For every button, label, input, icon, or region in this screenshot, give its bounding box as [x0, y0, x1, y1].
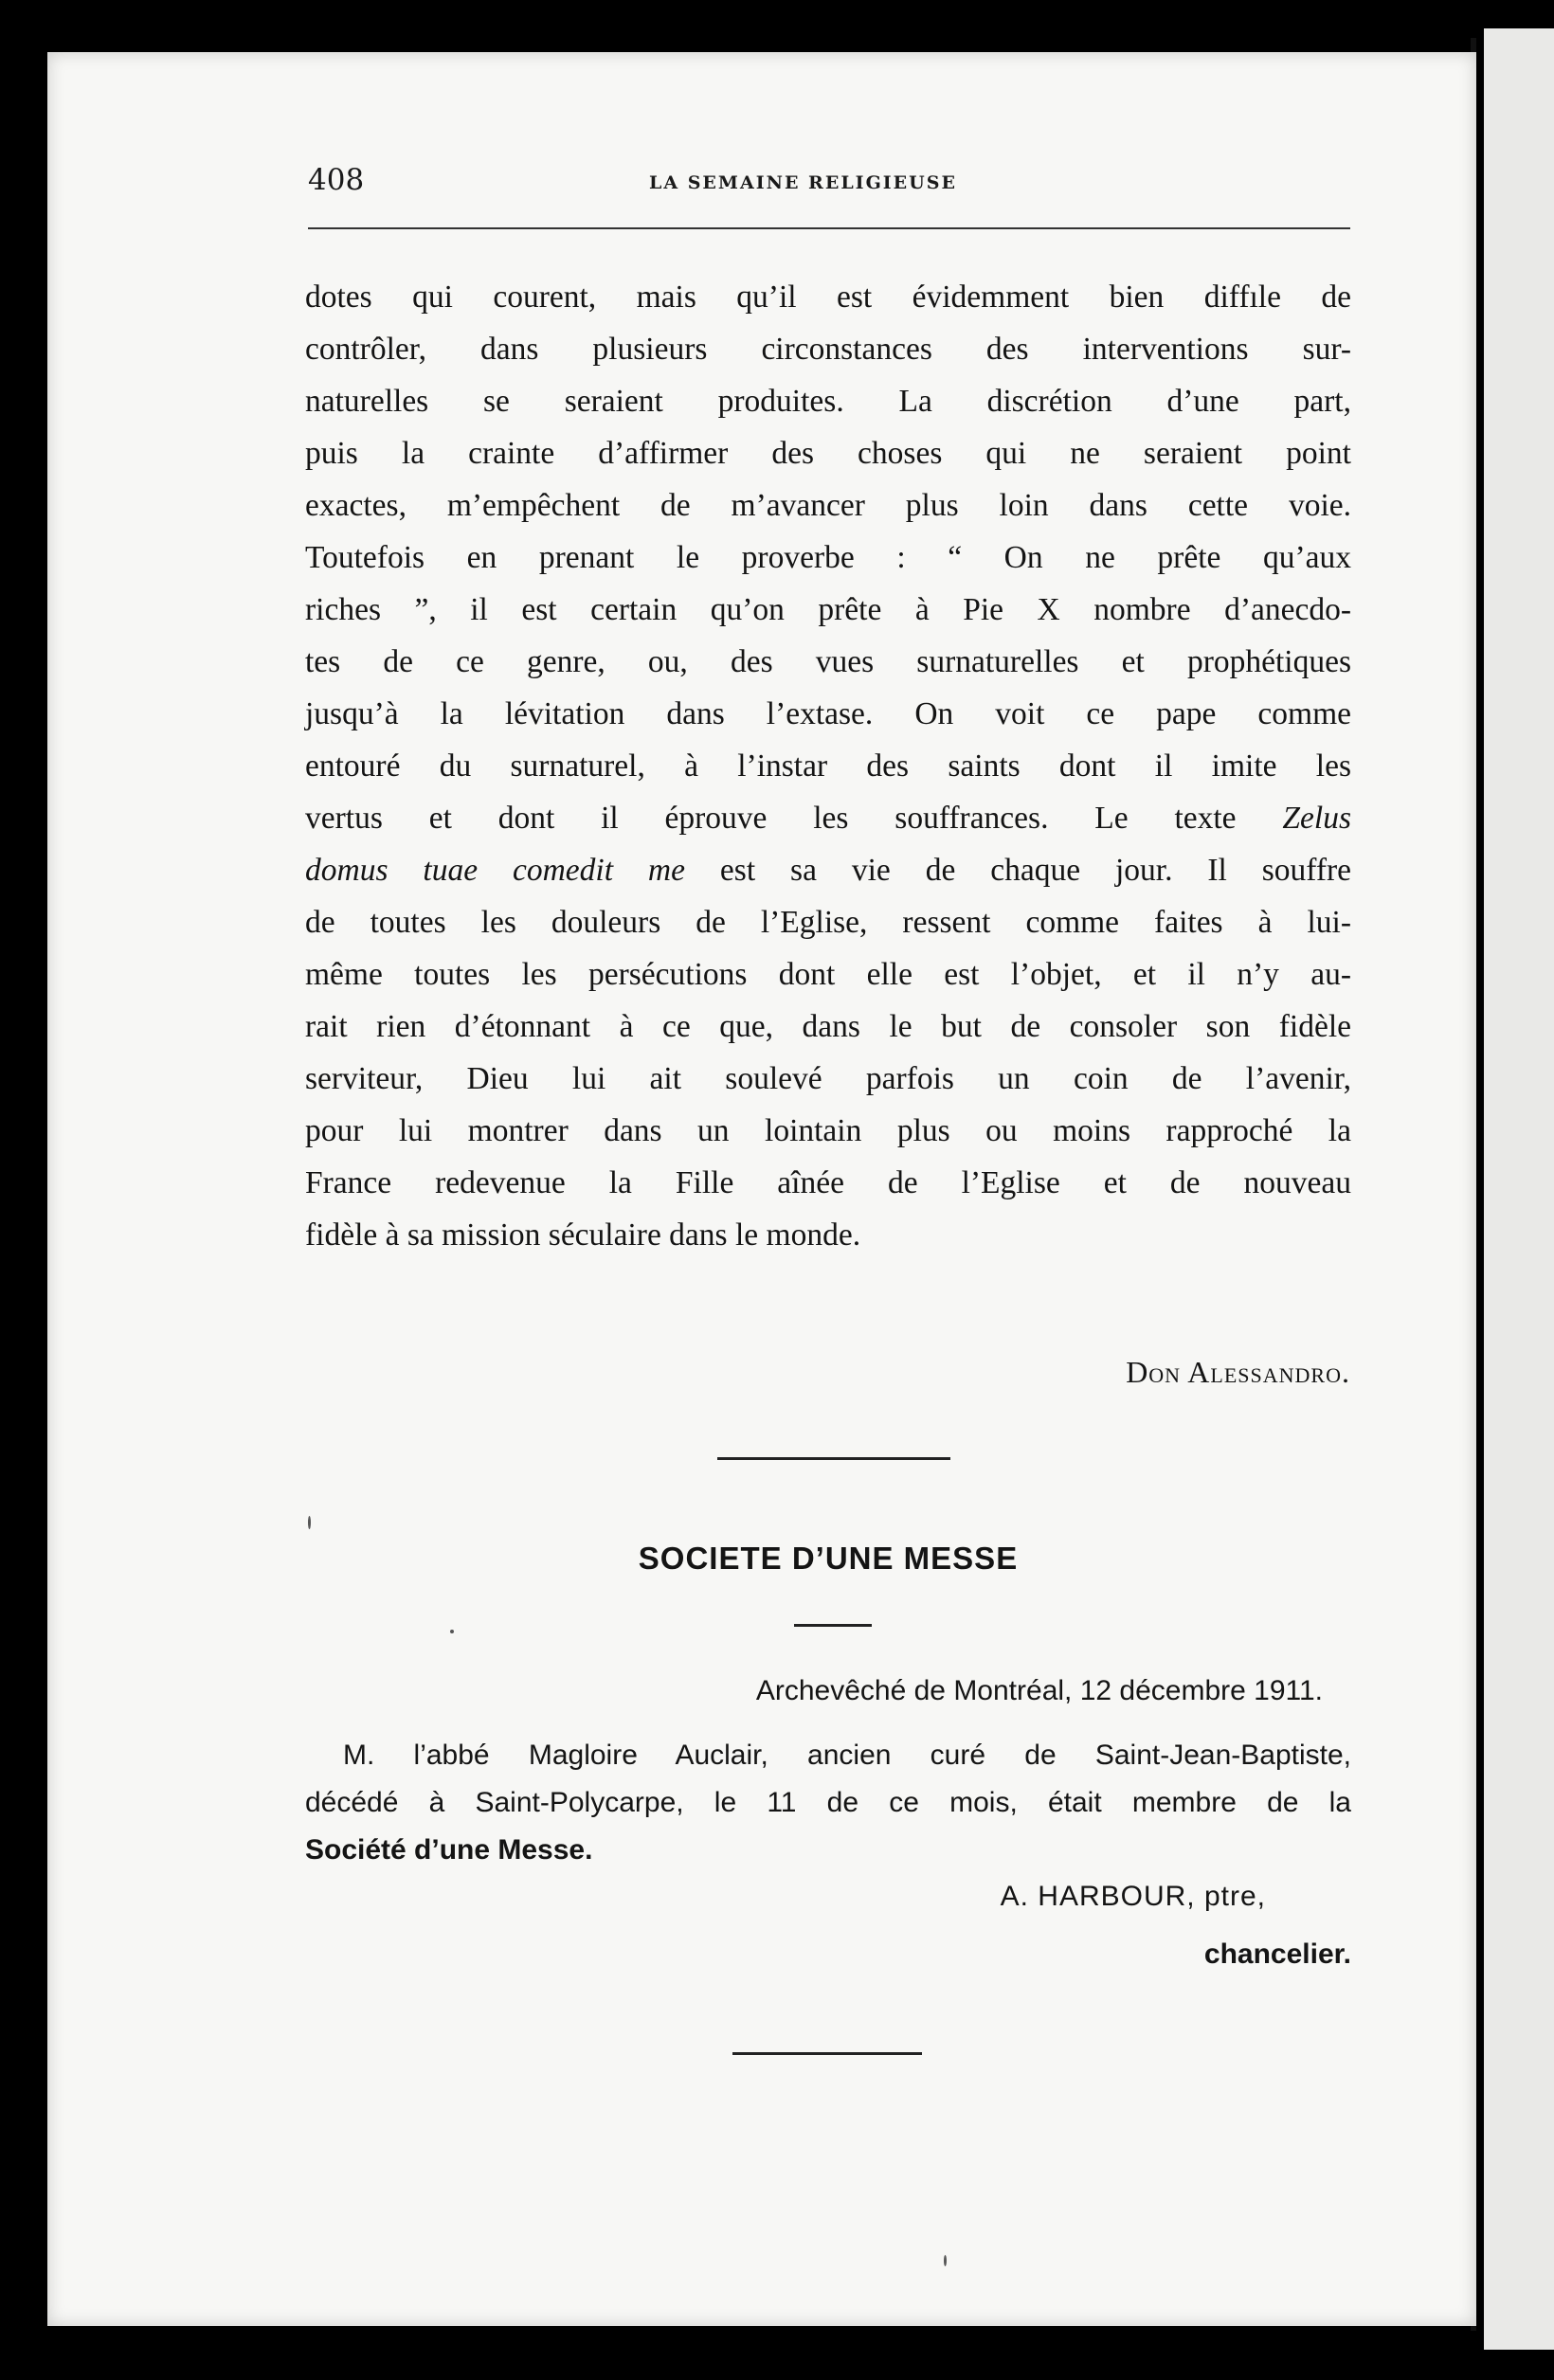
header-rule	[308, 227, 1350, 229]
section-divider	[717, 1457, 950, 1460]
article-line: serviteur, Dieu lui ait soulevé parfois un coin de l’avenir,	[305, 1061, 1351, 1096]
latin-quote-end: domus tuae comedit me	[305, 853, 685, 888]
article-line: naturelles se seraient produites. La discrétion d’une part,	[305, 384, 1351, 419]
paper-speck	[944, 2255, 947, 2266]
article-line: riches ”, il est certain qu’on prête à Pie X nombre d’anecdo-	[305, 592, 1351, 627]
latin-quote-start: Zelus	[1282, 801, 1351, 836]
notice-title: SOCIETE D’UNE MESSE	[638, 1541, 1019, 1576]
article-line-with-latin	[305, 844, 1351, 896]
article-line: tes de ce genre, ou, des vues surnaturelles et prophétiques	[305, 644, 1351, 679]
article-line: rait rien d’étonnant à ce que, dans le but de consoler son fidèle	[305, 1009, 1351, 1044]
closing-divider	[732, 2052, 922, 2055]
article-line: France redevenue la Fille aînée de l’Eglise et de nouveau	[305, 1165, 1351, 1200]
article-line: Toutefois en prenant le proverbe : “ On ne prête qu’aux	[305, 540, 1351, 575]
article-body	[305, 271, 1351, 1261]
article-line: pour lui montrer dans un lointain plus ou moins rapproché la	[305, 1113, 1351, 1148]
article-line-with-latin	[305, 792, 1351, 844]
notice-signer-role: chancelier.	[1203, 1938, 1351, 1970]
notice-line: M. l’abbé Magloire Auclair, ancien curé de Saint-Jean-Baptiste,	[343, 1740, 1351, 1771]
article-line: entouré du surnaturel, à l’instar des saints dont il imite les	[305, 748, 1351, 784]
article-line: dotes qui courent, mais qu’il est évidemment bien diffıle de	[305, 279, 1351, 315]
paper-speck	[450, 1630, 454, 1633]
article-line-text: est sa vie de chaque jour. Il souffre	[719, 853, 1352, 888]
running-head	[308, 163, 1350, 201]
notice-signer: A. HARBOUR, ptre,	[1000, 1881, 1266, 1912]
article-line: fidèle à sa mission séculaire dans le monde.	[305, 1217, 861, 1253]
notice-line: décédé à Saint-Polycarpe, le 11 de ce mois, était membre de la	[305, 1787, 1351, 1818]
notice-body	[305, 1732, 1351, 1874]
paper-speck	[308, 1516, 311, 1529]
article-line: puis la crainte d’affirmer des choses qui ne seraient point	[305, 436, 1351, 471]
article-line: jusqu’à la lévitation dans l’extase. On voit ce pape comme	[305, 696, 1351, 731]
notice-date: Archevêché de Montréal, 12 décembre 1911.	[755, 1675, 1323, 1706]
title-underline	[794, 1624, 872, 1627]
article-signature: Don Alessandro.	[1126, 1355, 1350, 1389]
article-line: de toutes les douleurs de l’Eglise, ressent comme faites à lui-	[305, 905, 1351, 940]
notice-line: Société d’une Messe.	[305, 1834, 593, 1866]
article-line: même toutes les persécutions dont elle est l’objet, et il n’y au-	[305, 957, 1351, 992]
journal-title: LA SEMAINE RELIGIEUSE	[649, 172, 957, 193]
article-line-text: vertus et dont il éprouve les souffrances. Le texte	[305, 801, 1237, 836]
article-line: contrôler, dans plusieurs circonstances des interventions sur-	[305, 332, 1351, 367]
page-number: 408	[308, 163, 365, 197]
adjacent-page-edge	[1484, 28, 1554, 2350]
article-line: exactes, m’empêchent de m’avancer plus loin dans cette voie.	[305, 488, 1351, 523]
